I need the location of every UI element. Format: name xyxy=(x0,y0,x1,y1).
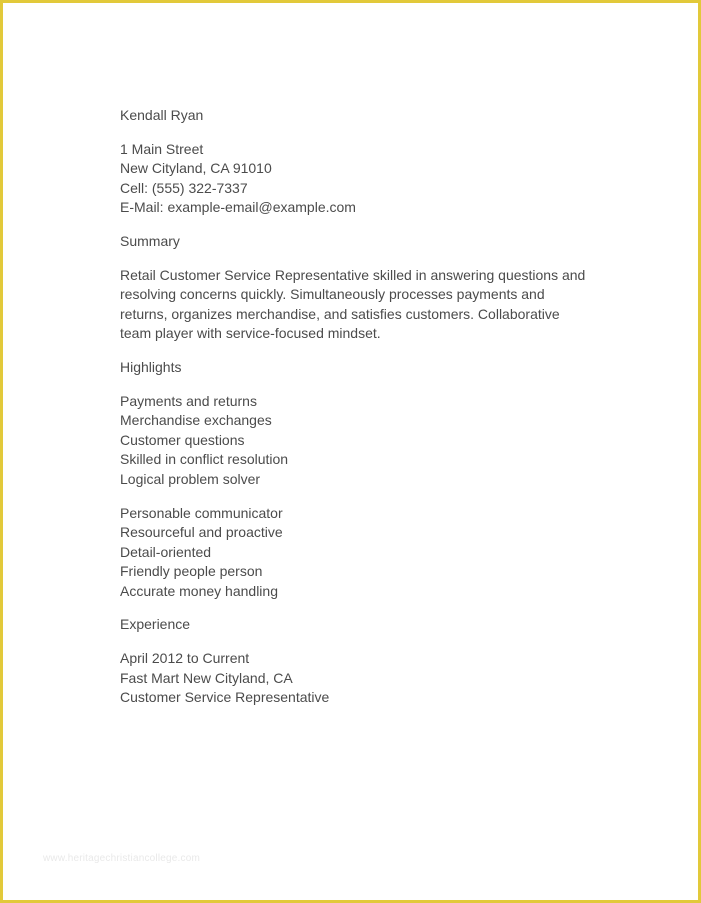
address-line-2: New Cityland, CA 91010 xyxy=(120,160,272,177)
summary-line: Retail Customer Service Representative skilled in answering questions and xyxy=(120,266,586,283)
spacer xyxy=(120,378,620,392)
cell-phone: Cell: (555) 322-7337 xyxy=(120,179,248,196)
highlight-item: Merchandise exchanges xyxy=(120,412,272,429)
highlight-item: Customer questions xyxy=(120,431,245,448)
spacer xyxy=(120,126,620,140)
spacer xyxy=(120,635,620,649)
experience-heading: Experience xyxy=(120,616,191,633)
watermark-text: www.heritagechristiancollege.com xyxy=(43,853,201,864)
highlight-item: Skilled in conflict resolution xyxy=(120,451,289,468)
spacer xyxy=(120,344,620,358)
resume-content xyxy=(120,106,620,708)
highlight-item: Friendly people person xyxy=(120,563,263,580)
spacer xyxy=(120,490,620,504)
experience-employer: Fast Mart New Cityland, CA xyxy=(120,669,293,686)
experience-dates: April 2012 to Current xyxy=(120,650,250,667)
summary-line: team player with service-focused mindset. xyxy=(120,325,381,342)
highlight-item: Accurate money handling xyxy=(120,582,278,599)
summary-line: resolving concerns quickly. Simultaneously processes payments and xyxy=(120,286,545,303)
highlight-item: Logical problem solver xyxy=(120,470,261,487)
highlight-item: Payments and returns xyxy=(120,392,257,409)
summary-heading: Summary xyxy=(120,232,180,249)
summary-line: returns, organizes merchandise, and satisfies customers. Collaborative xyxy=(120,305,560,322)
spacer xyxy=(120,218,620,232)
highlight-item: Resourceful and proactive xyxy=(120,524,283,541)
resume-name: Kendall Ryan xyxy=(120,107,204,123)
highlights-heading: Highlights xyxy=(120,358,182,375)
highlight-item: Personable communicator xyxy=(120,504,283,521)
spacer xyxy=(120,601,620,615)
address-line-1: 1 Main Street xyxy=(120,140,204,157)
experience-title: Customer Service Representative xyxy=(120,689,330,706)
email-address: E-Mail: example-email@example.com xyxy=(120,199,356,216)
highlight-item: Detail-oriented xyxy=(120,543,212,560)
spacer xyxy=(120,252,620,266)
